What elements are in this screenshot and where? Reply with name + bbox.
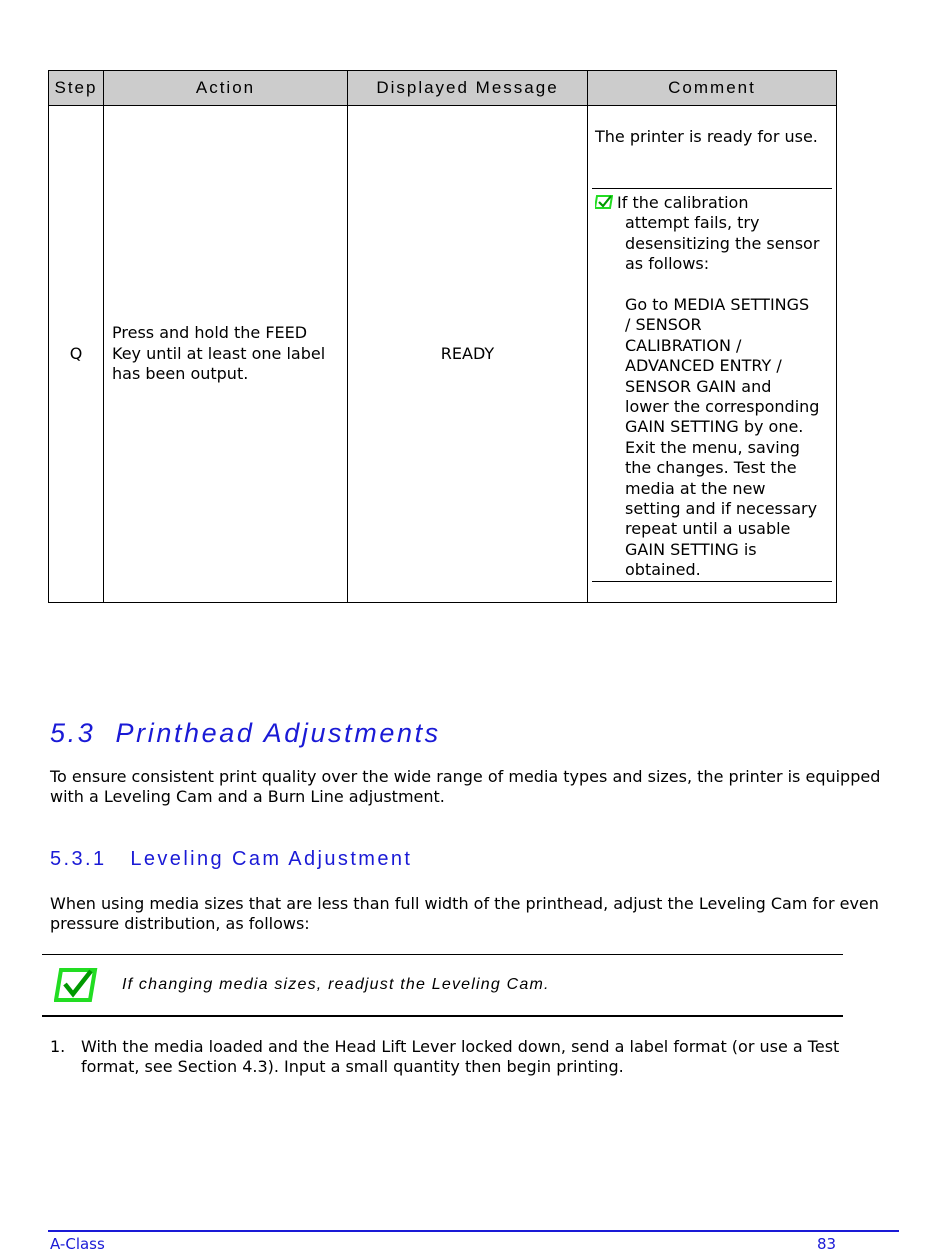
note-line: GAIN SETTING by one. [625,417,804,437]
subsection-title: 5.3.1 Leveling Cam Adjustment [50,848,413,870]
comment-calibration-note [592,189,832,582]
note-line: obtained. [625,560,701,580]
note-line: SENSOR GAIN and [625,376,772,396]
note-line: GAIN SETTING is [625,539,757,559]
subsection-intro: When using media sizes that are less than full width of the printhead, adjust the Leveling Cam for even pressure distribution, as follows: [50,894,879,934]
note-text: If changing media sizes, readjust the Leveling Cam. [122,976,550,993]
cell-message: READY [348,106,588,603]
note-box [42,954,843,1017]
section-intro: To ensure consistent print quality over the wide range of media types and sizes, the printer is equipped with a Leveling Cam and a Burn Line adjustment. [50,767,881,807]
note-line [625,275,830,295]
comment-ready-text: The printer is ready for use. [592,106,832,189]
note-line: / SENSOR [625,315,702,335]
note-lines [595,213,830,580]
note-first-line: If the calibration [617,193,749,212]
note-line: ADVANCED ENTRY / [625,356,782,376]
note-line: setting and if necessary [625,499,818,519]
note-line: the changes. Test the [625,458,797,478]
footer-product: A-Class [50,1235,105,1253]
footer-rule [48,1230,899,1232]
procedure-table [48,70,837,603]
footer-page-number: 83 [817,1235,837,1253]
note-line: desensitizing the sensor [625,233,820,253]
header-step: Step [49,71,104,106]
check-note-icon [595,195,613,209]
section-title: 5.3 Printhead Adjustments [50,718,441,748]
header-action: Action [104,71,348,106]
header-displayed-message: Displayed Message [348,71,588,106]
header-comment: Comment [588,71,837,106]
list-item-number: 1. [50,1037,66,1056]
check-note-icon [54,967,98,1003]
cell-comment [588,106,837,603]
list-item-text: With the media loaded and the Head Lift Lever locked down, send a label format (or use a Test format, see Section 4.3). Input a small quantity then begin printing. [81,1037,840,1077]
note-line: lower the corresponding [625,397,820,417]
note-line: repeat until a usable [625,519,791,539]
note-line: attempt fails, try [625,213,760,233]
table-row [49,106,837,603]
note-line: CALIBRATION / [625,335,742,355]
note-line: Go to MEDIA SETTINGS [625,295,810,315]
note-line: Exit the menu, saving [625,437,800,457]
note-line: as follows: [625,254,710,274]
cell-step: Q [49,106,104,603]
cell-action: Press and hold the FEED Key until at least one label has been output. [104,106,348,603]
note-line: media at the new [625,478,766,498]
table-header-row [49,71,837,106]
